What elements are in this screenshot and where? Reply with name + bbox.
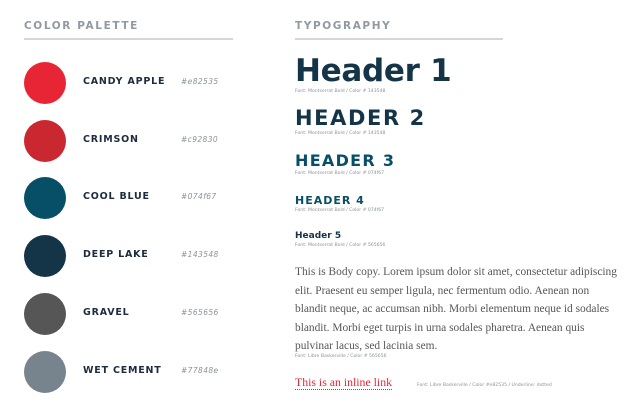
header-1-meta: Font: Montserrat Bold / Color # 143548 <box>295 89 386 94</box>
swatch-row-deep-lake <box>24 235 254 277</box>
swatch-gravel <box>24 293 66 335</box>
body-copy-sample: This is Body copy. Lorem ipsum dolor sit amet, consectetur adipiscing elit. Praesent eu semper ligula, nec fermentum odio. Aenean non blandit neque, ac accumsan nibh. Morbi elementum neque id sodales blandit. Morbi eget turpis in urna sodales pharetra. Aenean quis pulvinar lacus, sed lacinia sem. <box>295 266 617 353</box>
swatch-deep-lake <box>24 235 66 277</box>
swatch-hex: #c92830 <box>181 135 219 144</box>
swatch-row-wet-cement <box>24 351 254 393</box>
swatch-row-candy-apple <box>24 62 254 104</box>
header-2-meta: Font: Montserrat Bold / Color # 143548 <box>295 131 386 136</box>
body-copy-meta: Font: Libre Baskerville / Color # 565656 <box>295 354 387 359</box>
header-2-sample <box>295 108 426 136</box>
swatch-name: DEEP LAKE <box>83 249 149 260</box>
swatch-name: GRAVEL <box>83 307 130 318</box>
swatch-hex: #e82535 <box>181 77 219 86</box>
header-3-sample <box>295 153 395 176</box>
swatch-wet-cement <box>24 351 66 393</box>
swatch-name: WET CEMENT <box>83 365 162 376</box>
typography-divider <box>295 38 503 40</box>
color-palette-divider <box>24 38 233 40</box>
color-palette-title: COLOR PALETTE <box>24 20 139 32</box>
swatch-crimson <box>24 120 66 162</box>
swatch-hex: #143548 <box>181 250 219 259</box>
header-5-text: Header 5 <box>295 231 342 241</box>
swatch-hex: #074f67 <box>181 192 217 201</box>
swatch-row-cool-blue <box>24 177 254 219</box>
header-4-text: HEADER 4 <box>295 194 365 207</box>
inline-link-meta: Font: Libre Baskerville / Color #e82535 / Underline: dotted <box>417 383 552 388</box>
swatch-hex: #565656 <box>181 308 219 317</box>
swatch-hex: #77848e <box>181 366 219 375</box>
swatch-candy-apple <box>24 62 66 104</box>
typography-title: TYPOGRAPHY <box>295 20 392 32</box>
header-4-meta: Font: Montserrat Bold / Color # 074f67 <box>295 208 385 213</box>
header-4-sample <box>295 195 384 213</box>
header-1-text: Header 1 <box>295 53 452 89</box>
header-3-text: HEADER 3 <box>295 151 396 170</box>
swatch-name: CRIMSON <box>83 134 139 145</box>
header-5-sample <box>295 232 385 248</box>
header-2-text: HEADER 2 <box>295 106 426 130</box>
header-3-meta: Font: Montserrat Bold / Color # 074f67 <box>295 171 385 176</box>
swatch-cool-blue <box>24 177 66 219</box>
swatch-row-crimson <box>24 120 254 162</box>
header-5-meta: Font: Montserrat Bold / Color # 565656 <box>295 243 386 248</box>
swatch-name: CANDY APPLE <box>83 76 166 87</box>
header-1-sample <box>295 53 452 94</box>
swatch-row-gravel <box>24 293 254 335</box>
inline-link-sample[interactable]: This is an inline link <box>295 375 392 389</box>
swatch-name: COOL BLUE <box>83 191 150 202</box>
